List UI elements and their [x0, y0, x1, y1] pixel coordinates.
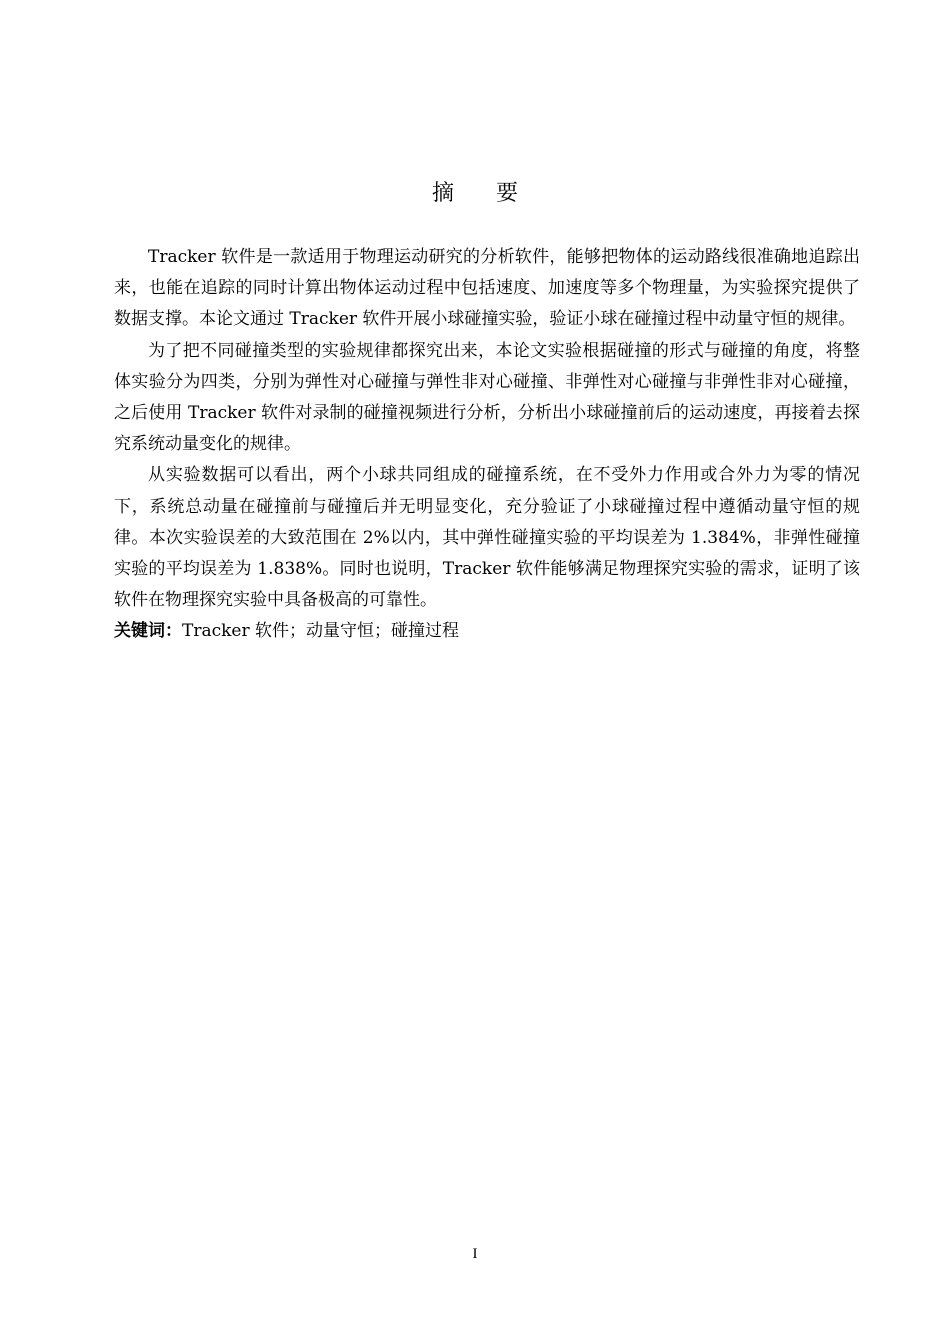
abstract-heading [0, 178, 950, 210]
abstract-paragraph-2: 为了把不同碰撞类型的实验规律都探究出来，本论文实验根据碰撞的形式与碰撞的角度，将整体实验分为四类，分别为弹性对心碰撞与弹性非对心碰撞、非弹性对心碰撞与非弹性非对心碰撞，之后使用 Tracker 软件对录制的碰撞视频进行分析，分析出小球碰撞前后的运动速度，再接着去探究系统动量变化的规律。 [114, 340, 860, 455]
keywords-label: 关键词： [114, 621, 182, 642]
abstract-paragraph-3: 从实验数据可以看出，两个小球共同组成的碰撞系统，在不受外力作用或合外力为零的情况下，系统总动量在碰撞前与碰撞后并无明显变化，充分验证了小球碰撞过程中遵循动量守恒的规律。本次实验误差的大致范围在 2%以内，其中弹性碰撞实验的平均误差为 1.384%，非弹性碰撞实验的平均误差为 1.838%。同时也说明，Tracker 软件能够满足物理探究实验的需求，证明了该软件在物理探究实验中具备极高的可靠性。 [114, 465, 860, 611]
abstract-heading-char-1: 摘 [431, 181, 454, 206]
abstract-body [114, 242, 860, 648]
abstract-paragraph-1: Tracker 软件是一款适用于物理运动研究的分析软件，能够把物体的运动路线很准确地追踪出来，也能在追踪的同时计算出物体运动过程中包括速度、加速度等多个物理量，为实验探究提供了数据支撑。本论文通过 Tracker 软件开展小球碰撞实验，验证小球在碰撞过程中动量守恒的规律。 [114, 247, 860, 330]
abstract-heading-char-2: 要 [496, 181, 519, 206]
keywords-value: Tracker 软件；动量守恒；碰撞过程 [182, 621, 460, 642]
page-number: I [472, 1246, 478, 1262]
keywords-line [114, 616, 860, 647]
